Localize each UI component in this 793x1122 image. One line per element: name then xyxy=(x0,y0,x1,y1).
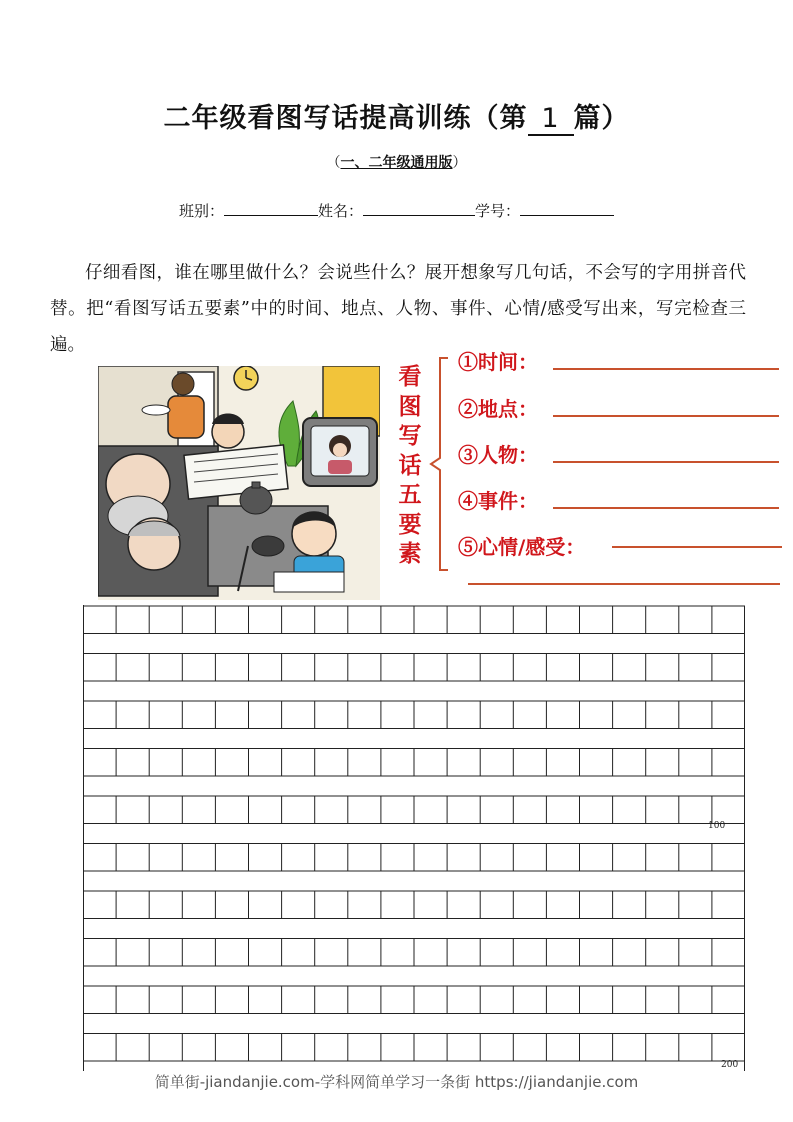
subtitle-text: 一、二年级通用版 xyxy=(340,155,453,171)
element-feeling-line-2[interactable] xyxy=(468,583,780,585)
element-people-label: ③人物： xyxy=(458,443,538,467)
element-place-label: ②地点： xyxy=(458,397,538,421)
element-time-label: ①时间： xyxy=(458,350,538,374)
element-feeling-line[interactable] xyxy=(612,546,782,548)
name-blank[interactable] xyxy=(363,201,475,216)
class-label: 班别： xyxy=(178,202,224,220)
element-people-line[interactable] xyxy=(553,461,779,463)
element-feeling-label: ⑤心情/感受： xyxy=(458,535,586,559)
page-title: 二年级看图写话提高训练（第 1 篇） xyxy=(163,103,630,134)
instructions: 仔细看图，谁在哪里做什么？会说些什么？展开想象写几句话，不会写的字用拼音代替。把“看图写话五要素”中的时间、地点、人物、事件、心情/感受写出来，写完检查三遍。 xyxy=(50,263,746,355)
class-blank[interactable] xyxy=(224,201,318,216)
number-label: 学号： xyxy=(475,202,521,220)
element-event-label: ④事件： xyxy=(458,489,538,513)
student-info xyxy=(0,200,793,221)
curly-bracket-icon xyxy=(428,350,456,580)
title-number: 1 xyxy=(528,104,574,136)
writing-grid[interactable] xyxy=(83,605,745,1071)
number-blank[interactable] xyxy=(520,201,614,216)
element-place-line[interactable] xyxy=(553,415,779,417)
element-event-line[interactable] xyxy=(553,507,779,509)
element-time-line[interactable] xyxy=(553,368,779,370)
footer-watermark: 简单街-jiandanjie.com-学科网简单学习一条街 https://jiandanjie.com xyxy=(154,1073,639,1091)
five-elements-vertical-title: 看 图 写 话 五 要 素 xyxy=(398,363,422,567)
grid-marker-200: 200 xyxy=(721,1060,739,1070)
subtitle: （一、二年级通用版） xyxy=(326,155,467,171)
name-label: 姓名： xyxy=(317,202,363,220)
grid-marker-100: 100 xyxy=(708,821,726,831)
family-living-room-illustration xyxy=(98,366,380,600)
